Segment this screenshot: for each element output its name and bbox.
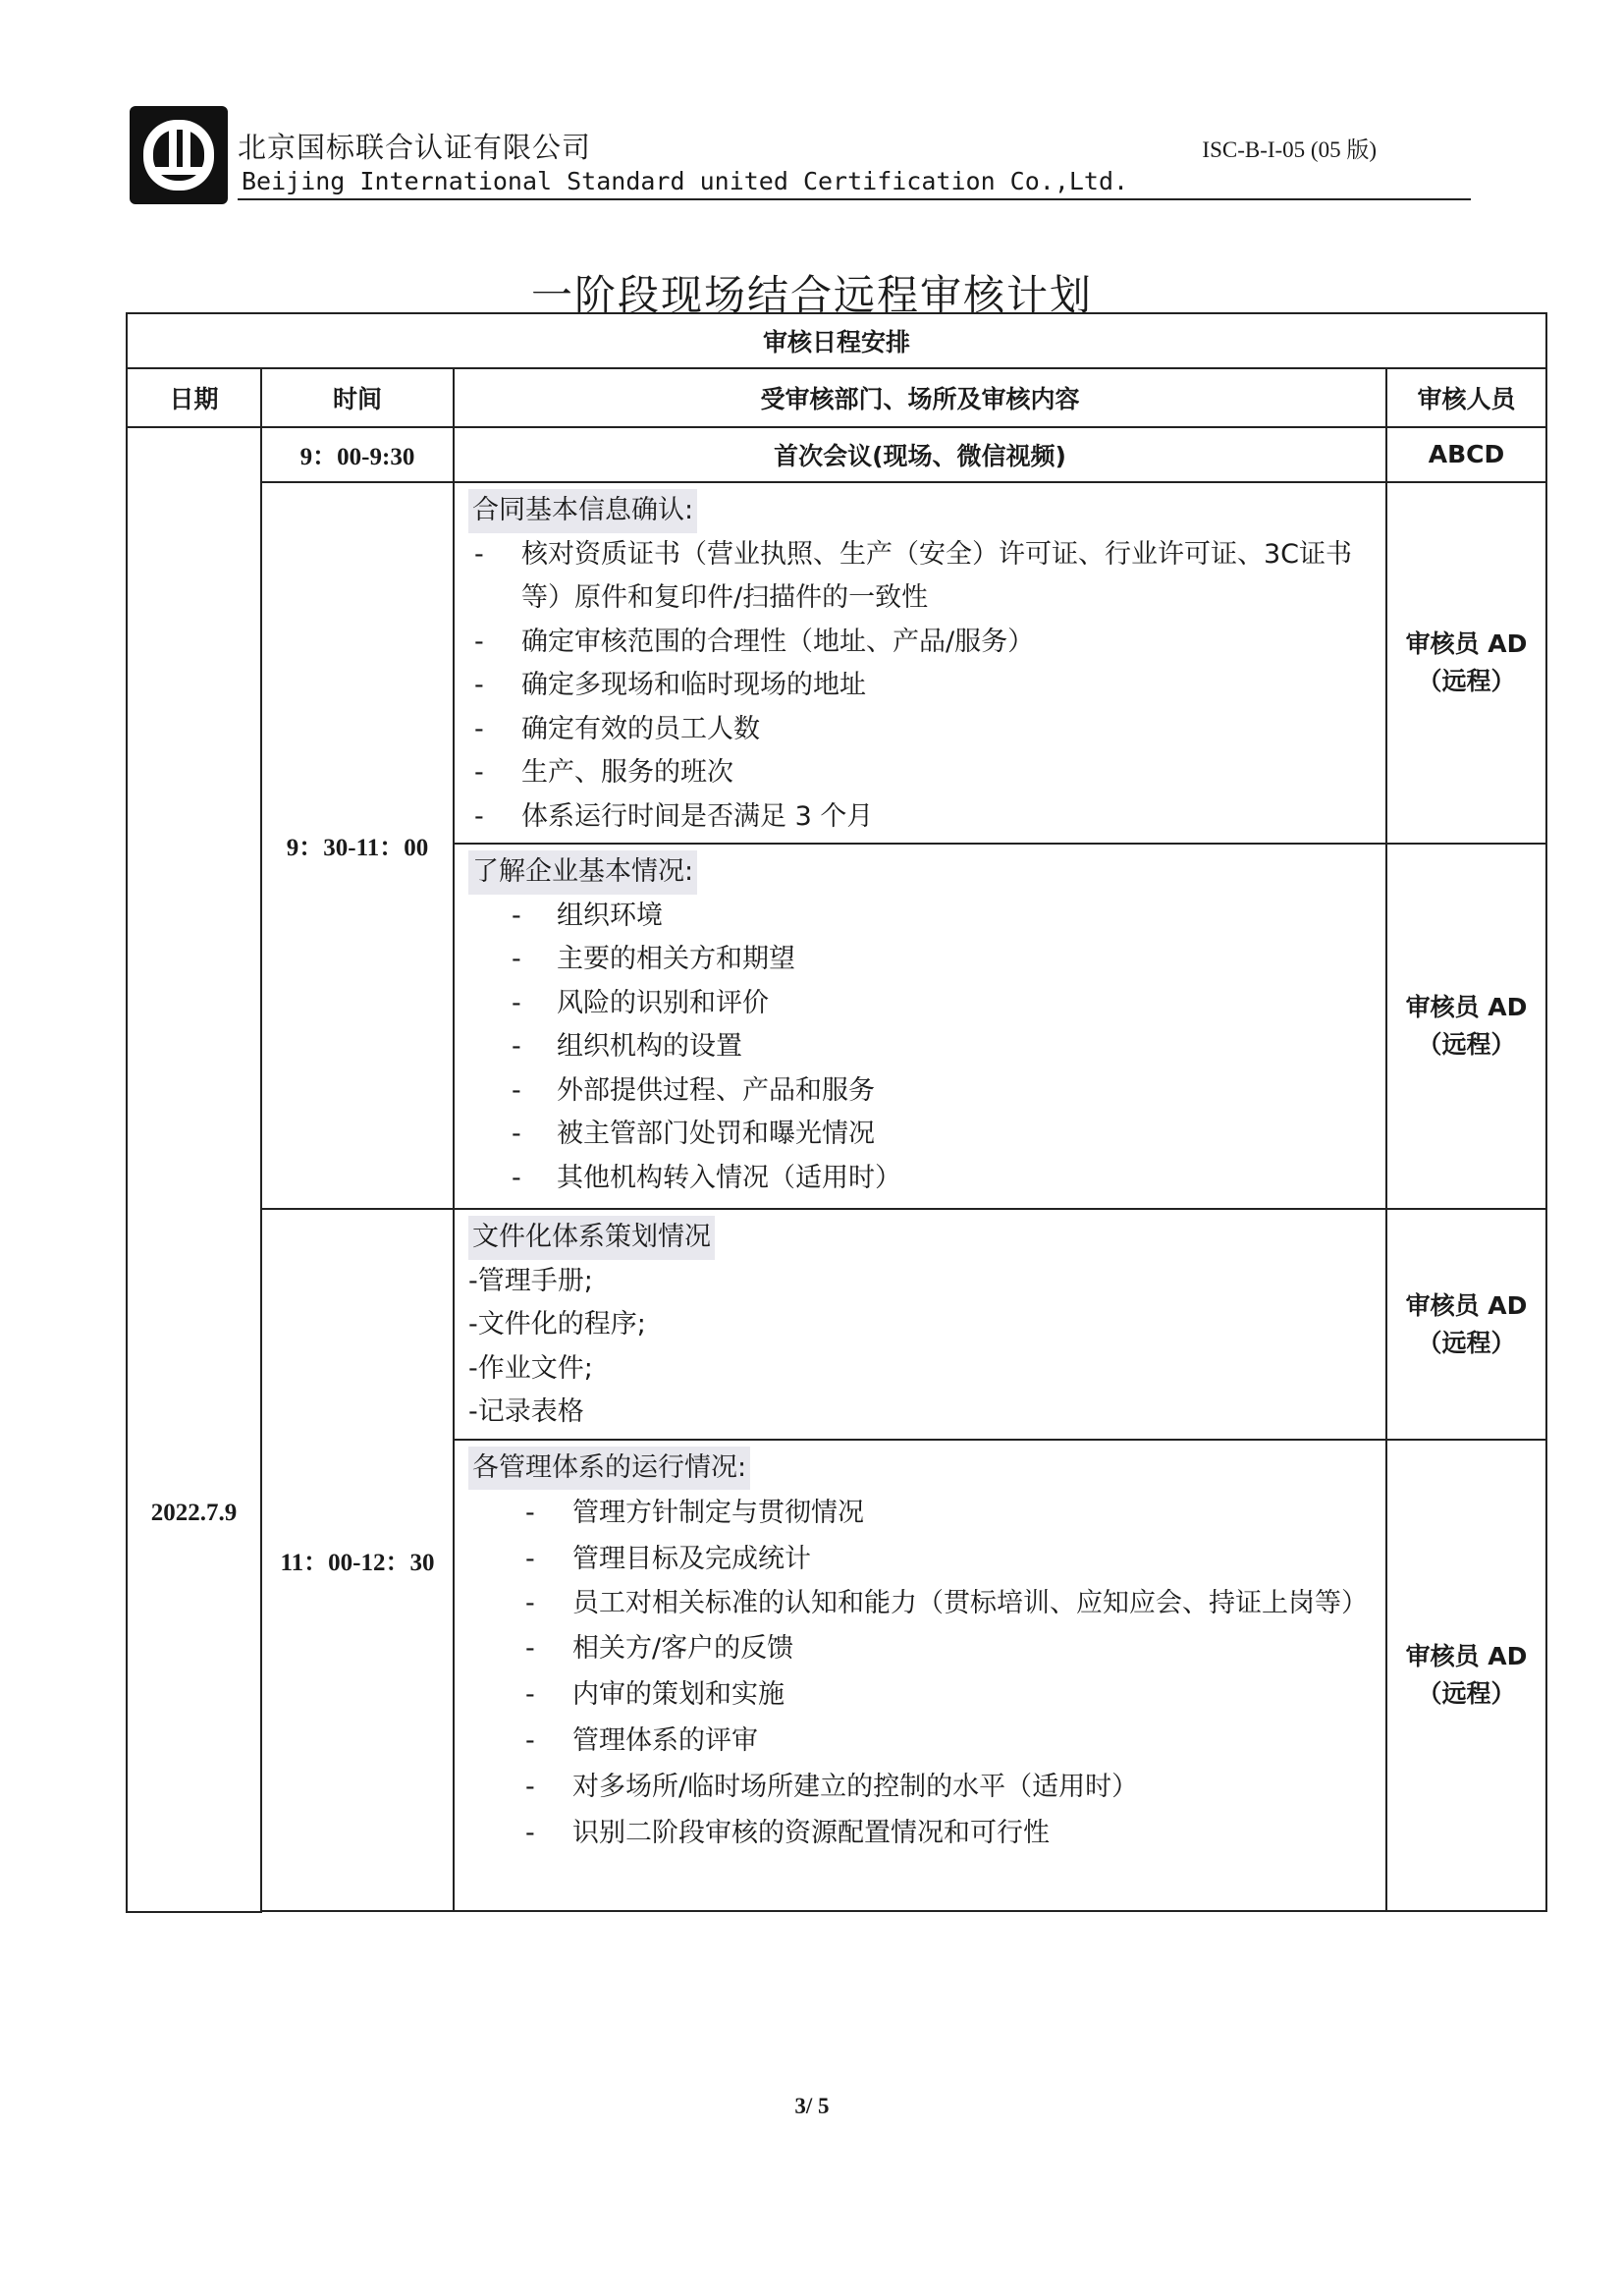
list-item: - 体系运行时间是否满足 3 个月 — [468, 795, 1374, 840]
section-documentation — [454, 1209, 1386, 1440]
list-item: - 管理体系的评审 — [468, 1718, 1374, 1764]
list-item: - 确定多现场和临时现场的地址 — [468, 664, 1374, 708]
time-cell-slot1: 9：30-11：00 — [261, 482, 454, 1209]
auditor-opening: ABCD — [1386, 427, 1546, 482]
list-item: -作业文件; — [468, 1352, 593, 1384]
list-item: - 相关方/客户的反馈 — [468, 1625, 1374, 1671]
list-item: - 生产、服务的班次 — [468, 751, 1374, 795]
item-list — [468, 1490, 1374, 1856]
auditor-mode: （远程） — [1417, 667, 1516, 696]
list-item: - 组织环境 — [468, 895, 1374, 939]
auditor-name: 审核员 AD — [1405, 1641, 1528, 1670]
auditor-mode: （远程） — [1417, 1678, 1516, 1708]
auditor-mode: （远程） — [1417, 1328, 1516, 1357]
section-system-operation — [454, 1440, 1386, 1911]
header-divider — [238, 198, 1471, 200]
list-item: - 外部提供过程、产品和服务 — [468, 1069, 1374, 1114]
list-item: - 核对资质证书（营业执照、生产（安全）许可证、行业许可证、3C证书等）原件和复印件/扫描件的一致性 — [468, 533, 1374, 621]
list-item: - 其他机构转入情况（适用时） — [468, 1157, 1374, 1201]
document-header — [126, 102, 1471, 212]
list-item: - 风险的识别和评价 — [468, 982, 1374, 1026]
auditor-cell — [1386, 844, 1546, 1209]
section-title: 文件化体系策划情况 — [468, 1216, 715, 1260]
list-item: - 管理方针制定与贯彻情况 — [468, 1490, 1374, 1536]
table-row — [127, 427, 1546, 482]
company-name-cn: 北京国标联合认证有限公司 — [238, 131, 592, 164]
list-item: - 员工对相关标准的认知和能力（贯标培训、应知应会、持证上岗等） — [468, 1582, 1374, 1625]
list-item: - 确定有效的员工人数 — [468, 708, 1374, 752]
column-header-auditor: 审核人员 — [1386, 368, 1546, 427]
time-cell-slot2: 11：00-12：30 — [261, 1209, 454, 1911]
document-code: ISC-B-I-05 (05 版) — [1202, 137, 1377, 162]
section-contract-info — [454, 482, 1386, 844]
column-header-content: 受审核部门、场所及审核内容 — [454, 368, 1386, 427]
item-list — [468, 533, 1374, 840]
audit-schedule-table — [126, 312, 1547, 1913]
section-title: 各管理体系的运行情况: — [468, 1447, 750, 1491]
auditor-mode: （远程） — [1417, 1030, 1516, 1060]
auditor-cell — [1386, 1440, 1546, 1911]
list-item: - 管理目标及完成统计 — [468, 1536, 1374, 1582]
page-number: 3/ 5 — [794, 2094, 830, 2118]
section-title: 合同基本信息确认: — [468, 489, 697, 533]
table-row — [127, 482, 1546, 844]
auditor-cell — [1386, 482, 1546, 844]
column-header-time: 时间 — [261, 368, 454, 427]
list-item: - 确定审核范围的合理性（地址、产品/服务） — [468, 621, 1374, 665]
table-caption: 审核日程安排 — [127, 313, 1546, 368]
list-item: - 识别二阶段审核的资源配置情况和可行性 — [468, 1810, 1374, 1856]
section-title: 了解企业基本情况: — [468, 850, 697, 895]
company-name-en: Beijing International Standard united Certification Co.,Ltd. — [242, 167, 1129, 195]
date-cell: 2022.7.9 — [127, 427, 261, 1912]
auditor-name: 审核员 AD — [1405, 629, 1528, 659]
company-logo-icon — [126, 102, 232, 208]
time-cell-opening: 9：00-9:30 — [261, 427, 454, 482]
auditor-name: 审核员 AD — [1405, 993, 1528, 1022]
page-title: 一阶段现场结合远程审核计划 — [530, 271, 1093, 319]
section-company-info — [454, 844, 1386, 1209]
list-item: - 组织机构的设置 — [468, 1025, 1374, 1069]
list-item: -记录表格 — [468, 1396, 584, 1428]
list-item: - 内审的策划和实施 — [468, 1671, 1374, 1718]
table-row — [127, 1209, 1546, 1440]
auditor-name: 审核员 AD — [1405, 1290, 1528, 1320]
opening-meeting: 首次会议(现场、微信视频) — [454, 427, 1386, 482]
column-header-date: 日期 — [127, 368, 261, 427]
list-item: - 主要的相关方和期望 — [468, 938, 1374, 982]
list-item: - 对多场所/临时场所建立的控制的水平（适用时） — [468, 1764, 1374, 1810]
list-item: -文件化的程序; — [468, 1309, 646, 1340]
list-item: -管理手册; — [468, 1265, 593, 1296]
auditor-cell — [1386, 1209, 1546, 1440]
list-item: - 被主管部门处罚和曝光情况 — [468, 1113, 1374, 1157]
item-list — [468, 895, 1374, 1201]
